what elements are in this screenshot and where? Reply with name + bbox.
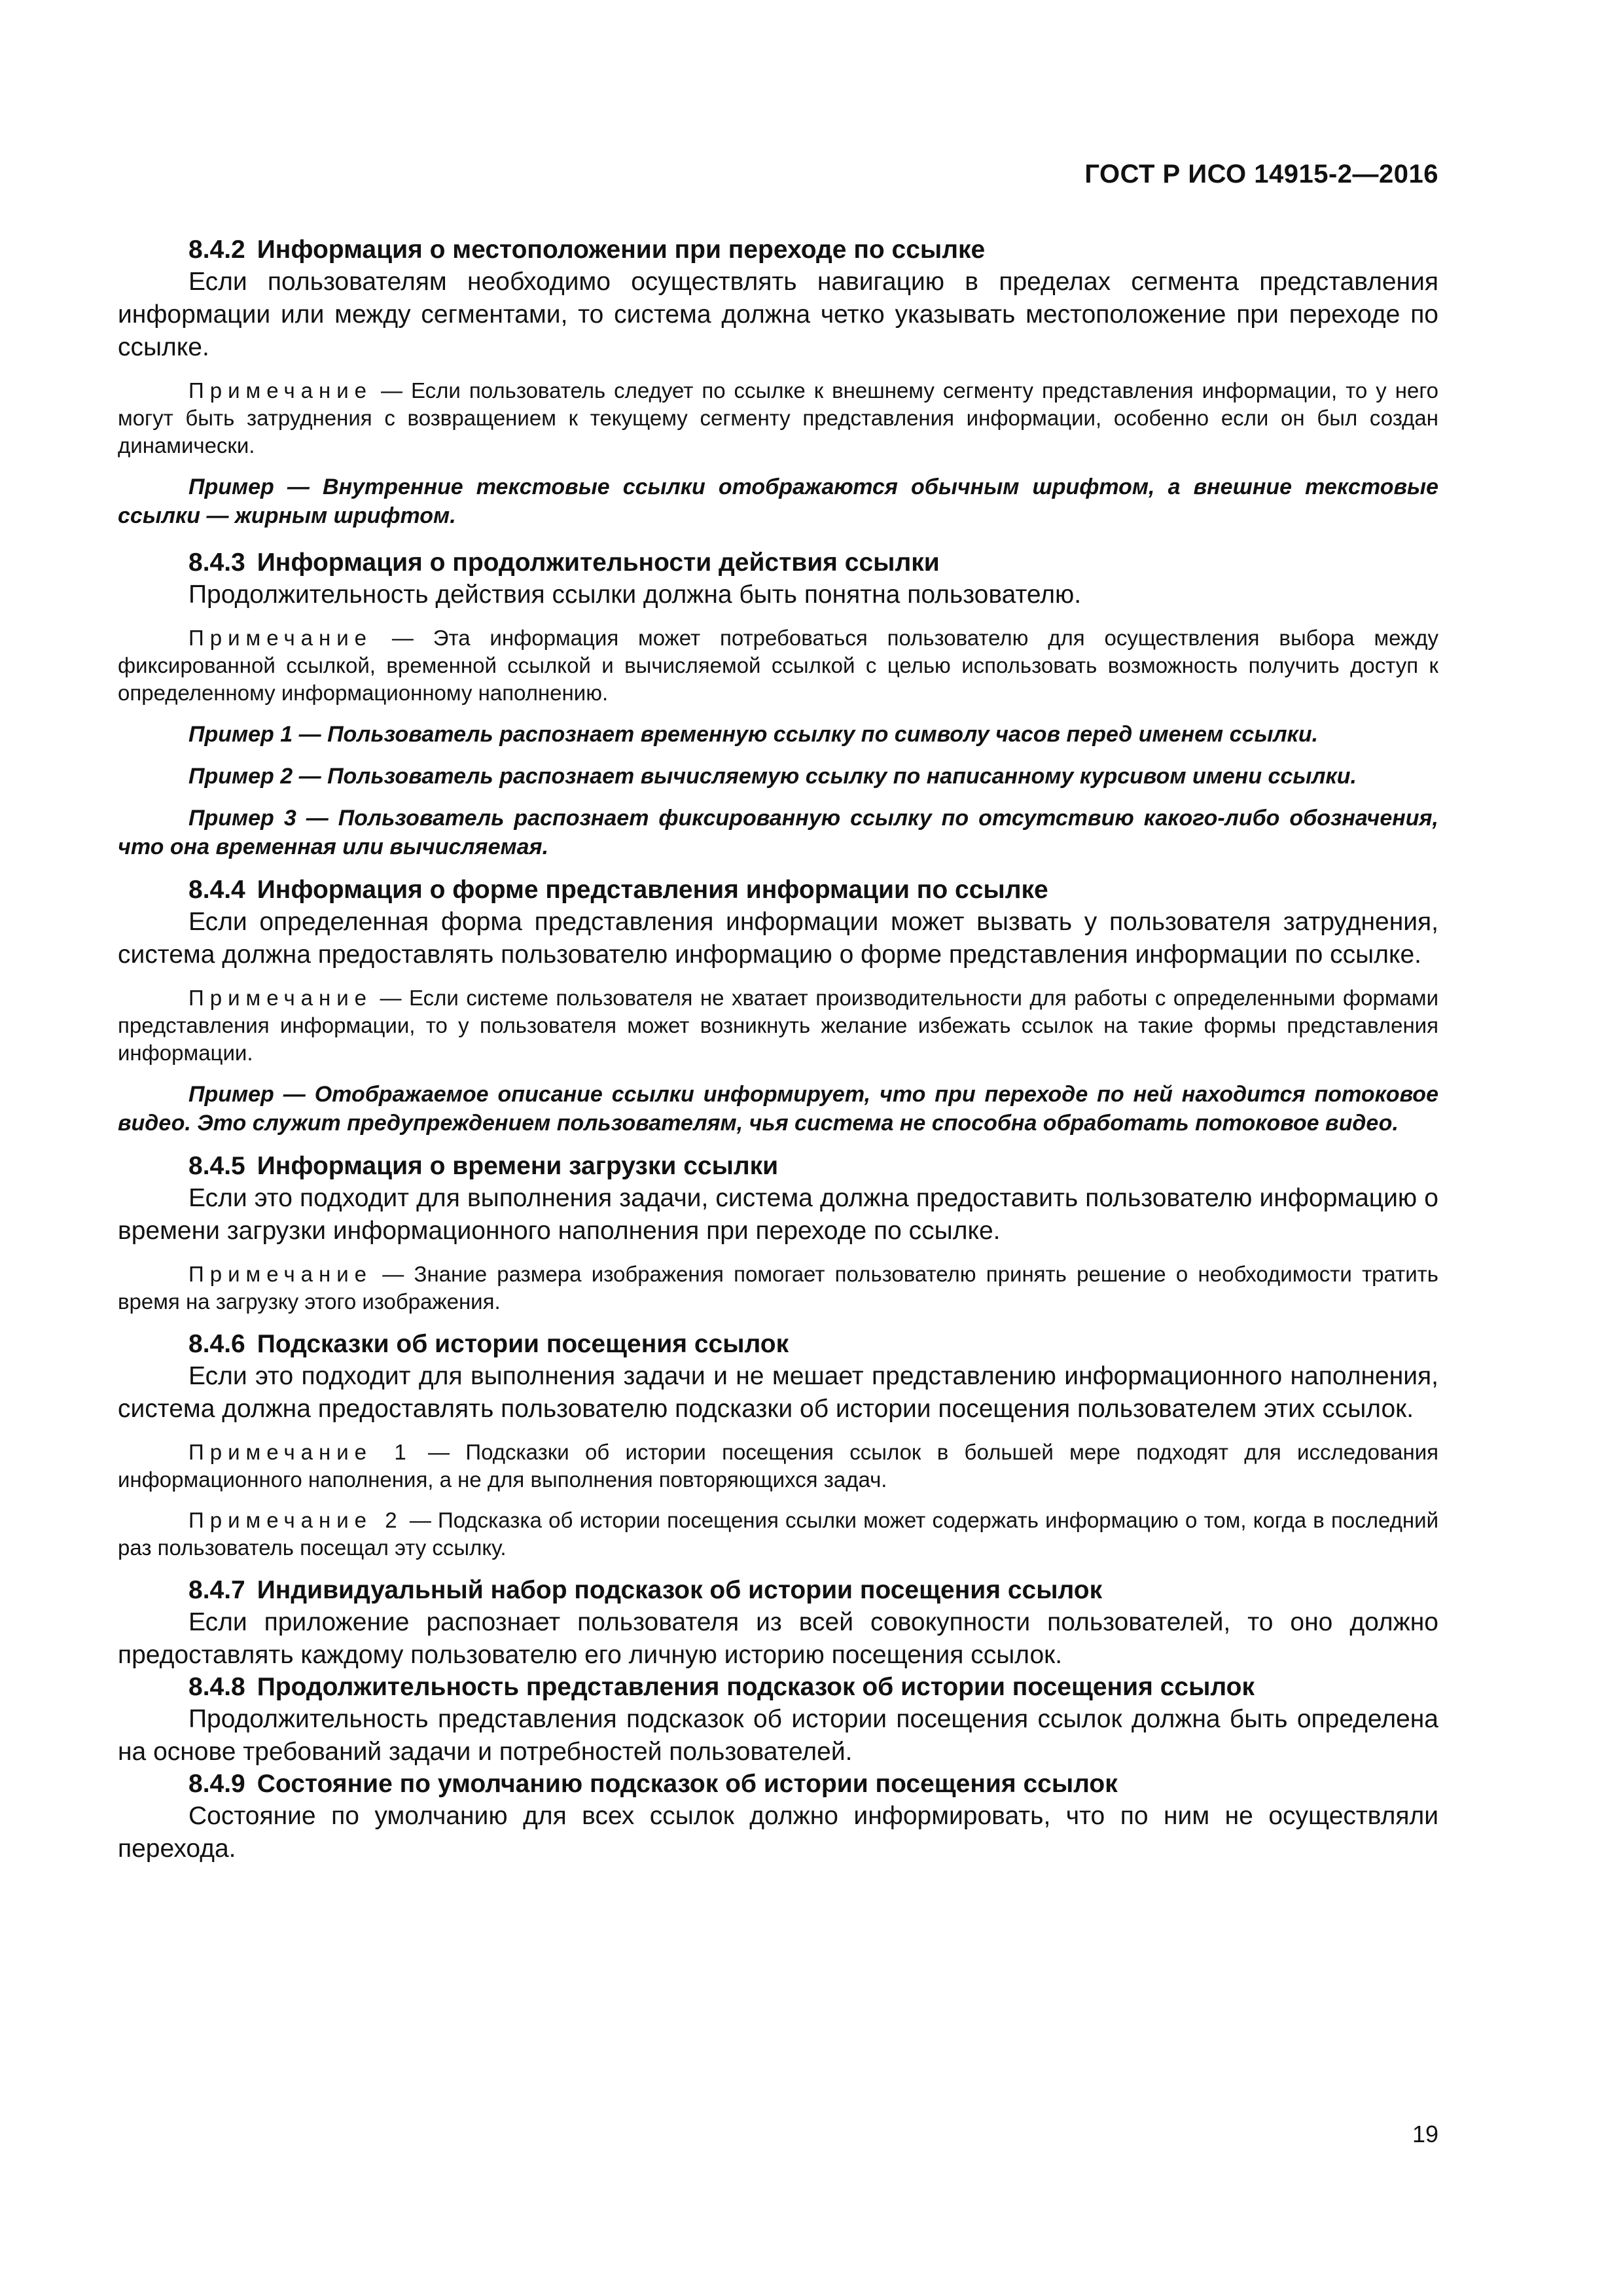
section-8-4-5 [118,1151,1438,1316]
note-label: Примечание [188,1262,373,1286]
section-heading [188,547,1438,579]
note [118,1261,1438,1316]
section-heading [188,234,1438,266]
section-title: Информация о времени загрузки ссылки [257,1152,779,1180]
note [118,377,1438,459]
section-8-4-7 [118,1575,1438,1672]
example: Пример — Внутренние текстовые ссылки отображаются обычным шрифтом, а внешние текстовые ссылки — жирным шрифтом. [118,475,1438,528]
section-heading [188,1672,1438,1703]
section-body: Продолжительность представления подсказок об истории посещения ссылок должна быть определена на основе требований задачи и потребностей пользователей. [118,1705,1438,1766]
note-text: — Эта информация может потребоваться пользователю для осуществления выбора между фиксированной ссылкой, временной ссылкой и вычисляемой ссылкой с целью использовать возможность получить доступ к определенному информационному наполнению. [118,626,1438,705]
note [118,624,1438,707]
section-8-4-2 [118,234,1438,530]
page-number: 19 [1412,2121,1438,2147]
section-number: 8.4.6 [188,1330,245,1358]
example-3: Пример 3 — Пользователь распознает фиксированную ссылку по отсутствию какого-либо обозначения, что она временная или вычисляемая. [118,806,1438,859]
page-content [118,234,1438,1865]
note-text: — Если пользователь следует по ссылке к внешнему сегменту представления информации, то у него могут быть затруднения с возвращением к текущему сегменту представления информации, особенно если он был создан динамически. [118,378,1438,457]
note-1 [118,1439,1438,1494]
example-2: Пример 2 — Пользователь распознает вычисляемую ссылку по написанному курсивом имени ссылки. [188,764,1357,789]
note-label: Примечание [188,986,373,1010]
section-number: 8.4.9 [188,1770,245,1798]
section-body: Продолжительность действия ссылки должна быть понятна пользователю. [188,581,1082,609]
note-2 [118,1507,1438,1562]
section-heading [188,1329,1438,1360]
section-number: 8.4.2 [188,236,245,264]
section-8-4-3 [118,547,1438,861]
note-text: — Подсказки об истории посещения ссылок в большей мере подходят для исследования информационного наполнения, а не для выполнения повторяющихся задач. [118,1440,1438,1492]
section-number: 8.4.5 [188,1152,245,1180]
section-8-4-9 [118,1768,1438,1865]
section-body: Если определенная форма представления информации может вызвать у пользователя затруднения, система должна предоставлять пользователю информацию о форме представления информации по ссылке. [118,908,1438,969]
note-label: Примечание 1 [188,1440,412,1464]
section-title: Состояние по умолчанию подсказок об истории посещения ссылок [257,1770,1118,1798]
section-body: Если приложение распознает пользователя из всей совокупности пользователей, то оно должно предоставлять каждому пользователю его личную историю посещения ссылок. [118,1608,1438,1669]
section-8-4-4 [118,874,1438,1138]
section-heading [188,874,1438,906]
section-number: 8.4.8 [188,1673,245,1701]
section-heading [188,1151,1438,1182]
section-8-4-6 [118,1329,1438,1562]
section-title: Подсказки об истории посещения ссылок [257,1330,789,1358]
section-body: Если это подходит для выполнения задачи, система должна предоставить пользователю информацию о времени загрузки информационного наполнения при переходе по ссылке. [118,1184,1438,1245]
section-title: Информация о форме представления информации по ссылке [257,876,1048,904]
section-title: Продолжительность представления подсказок об истории посещения ссылок [257,1673,1255,1701]
example: Пример — Отображаемое описание ссылки информирует, что при переходе по ней находится потоковое видео. Это служит предупреждением пользователям, чья система не способна обработать потоковое видео. [118,1082,1438,1136]
example-1: Пример 1 — Пользователь распознает временную ссылку по символу часов перед именем ссылки. [188,722,1319,747]
section-number: 8.4.3 [188,548,245,577]
section-heading [188,1768,1438,1800]
standard-header: ГОСТ Р ИСО 14915-2—2016 [1084,160,1438,188]
section-title: Информация о местоположении при переходе по ссылке [257,236,986,264]
section-body: Если это подходит для выполнения задачи и не мешает представлению информационного наполнения, система должна предоставлять пользователю подсказки об истории посещения пользователем этих ссылок. [118,1362,1438,1423]
note [118,984,1438,1067]
note-text: — Знание размера изображения помогает пользователю принять решение о необходимости тратить время на загрузку этого изображения. [118,1262,1438,1314]
section-number: 8.4.4 [188,876,245,904]
section-title: Индивидуальный набор подсказок об истории посещения ссылок [257,1576,1103,1604]
section-title: Информация о продолжительности действия ссылки [257,548,940,577]
note-label: Примечание [188,626,373,650]
note-label: Примечание [188,378,373,403]
note-label: Примечание 2 [188,1508,403,1532]
section-number: 8.4.7 [188,1576,245,1604]
section-heading [188,1575,1438,1606]
section-body: Состояние по умолчанию для всех ссылок должно информировать, что по ним не осуществляли перехода. [118,1802,1438,1863]
section-8-4-8 [118,1672,1438,1768]
section-body: Если пользователям необходимо осуществлять навигацию в пределах сегмента представления информации или между сегментами, то система должна четко указывать местоположение при переходе по ссылке. [118,268,1438,361]
note-text: — Если системе пользователя не хватает производительности для работы с определенными формами представления информации, то у пользователя может возникнуть желание избежать ссылок на такие формы представления информации. [118,986,1438,1065]
note-text: — Подсказка об истории посещения ссылки может содержать информацию о том, когда в последний раз пользователь посещал эту ссылку. [118,1508,1439,1560]
